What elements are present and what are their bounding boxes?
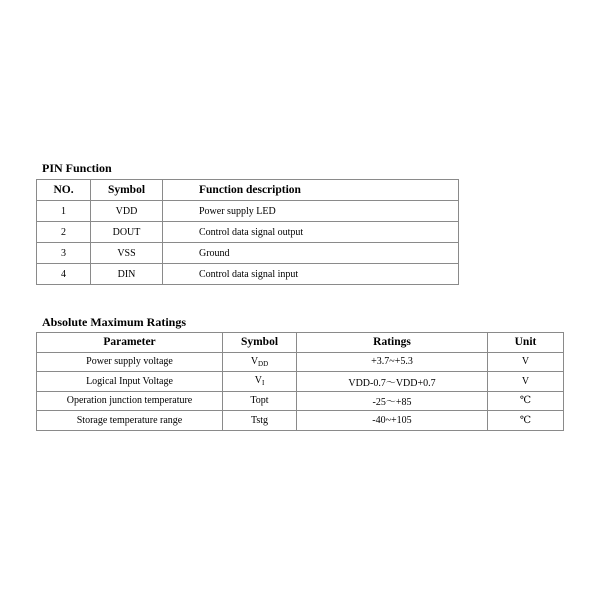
symbol-main: V: [254, 375, 262, 387]
rating-parameter: Logical Input Voltage: [37, 372, 223, 392]
symbol-subscript: DD: [258, 359, 269, 368]
header-ratings: Ratings: [297, 333, 488, 353]
pin-no: 4: [37, 264, 91, 285]
absolute-maximum-ratings-title: Absolute Maximum Ratings: [42, 315, 187, 329]
rating-value: VDD-0.7～VDD+0.7: [297, 372, 488, 392]
rating-unit: V: [488, 372, 564, 392]
header-function-description: Function description: [163, 180, 459, 201]
rating-unit: V: [488, 352, 564, 372]
table-header-row: [37, 333, 564, 353]
pin-description: Control data signal output: [163, 222, 459, 243]
table-row: [37, 411, 564, 431]
rating-unit: ℃: [488, 391, 564, 411]
table-header-row: [37, 180, 459, 201]
pin-description: Control data signal input: [163, 264, 459, 285]
table-row: [37, 352, 564, 372]
rating-symbol: [223, 372, 297, 392]
symbol-main: Topt: [250, 395, 269, 407]
symbol-main: Tstg: [250, 414, 269, 426]
rating-value: -25～+85: [297, 391, 488, 411]
rating-parameter: Power supply voltage: [37, 352, 223, 372]
table-row: [37, 264, 459, 285]
table-row: [37, 243, 459, 264]
pin-no: 3: [37, 243, 91, 264]
rating-value: +3.7~+5.3: [297, 352, 488, 372]
rating-unit: ℃: [488, 411, 564, 431]
table-row: [37, 372, 564, 392]
header-parameter: Parameter: [37, 333, 223, 353]
rating-symbol: [223, 391, 297, 411]
pin-function-table: [36, 179, 459, 285]
rating-symbol: [223, 411, 297, 431]
pin-symbol: DOUT: [91, 222, 163, 243]
symbol-subscript: I: [261, 379, 265, 388]
rating-symbol: [223, 352, 297, 372]
pin-no: 2: [37, 222, 91, 243]
pin-symbol: VSS: [91, 243, 163, 264]
header-symbol: Symbol: [223, 333, 297, 353]
header-unit: Unit: [488, 333, 564, 353]
rating-parameter: Storage temperature range: [37, 411, 223, 431]
pin-symbol: VDD: [91, 201, 163, 222]
header-no: NO.: [37, 180, 91, 201]
pin-description: Ground: [163, 243, 459, 264]
rating-parameter: Operation junction temperature: [37, 391, 223, 411]
pin-function-title: PIN Function: [42, 161, 112, 175]
pin-description: Power supply LED: [163, 201, 459, 222]
table-row: [37, 201, 459, 222]
absolute-maximum-ratings-table: [36, 332, 564, 431]
table-row: [37, 391, 564, 411]
table-row: [37, 222, 459, 243]
pin-no: 1: [37, 201, 91, 222]
pin-symbol: DIN: [91, 264, 163, 285]
symbol-main: V: [250, 355, 259, 367]
rating-value: -40~+105: [297, 411, 488, 431]
header-symbol: Symbol: [91, 180, 163, 201]
